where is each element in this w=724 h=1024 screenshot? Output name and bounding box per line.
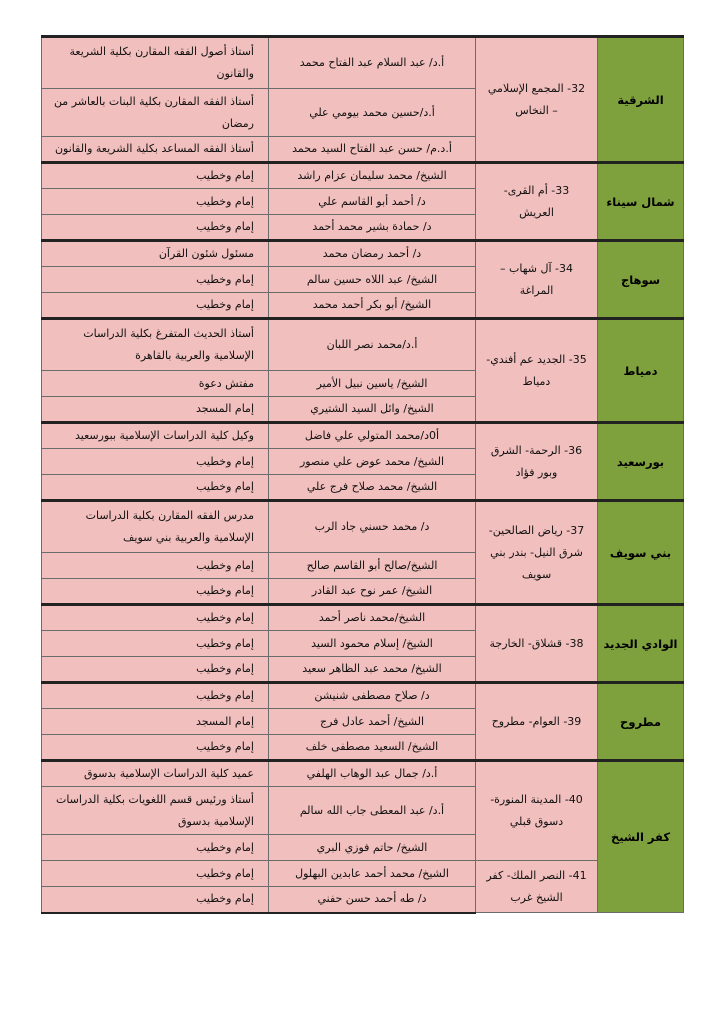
preacher-name-cell: أ.د/ جمال عبد الوهاب الهلفي xyxy=(269,761,476,787)
preacher-role-cell: إمام وخطيب xyxy=(42,683,269,709)
preacher-role-cell: إمام وخطيب xyxy=(42,475,269,501)
mosque-cell: 39- العوام- مطروح xyxy=(476,683,598,761)
preacher-role-cell: إمام وخطيب xyxy=(42,579,269,605)
preacher-name-cell: د/ طه أحمد حسن حفني xyxy=(269,887,476,913)
governorate-cell: سوهاج xyxy=(598,241,684,319)
preacher-role-cell: أستاذ الفقه المقارن بكلية البنات بالعاشر من رمضان xyxy=(42,89,269,137)
preacher-role-cell: أستاذ الفقه المساعد بكلية الشريعة والقانون xyxy=(42,137,269,163)
mosque-cell: 32- المجمع الإسلامي – النخاس xyxy=(476,37,598,163)
table-row xyxy=(42,605,684,631)
preacher-name-cell: الشيخ/ إسلام محمود السيد xyxy=(269,631,476,657)
mosque-cell: 33- أم القرى- العريش xyxy=(476,163,598,241)
preacher-role-cell: إمام وخطيب xyxy=(42,735,269,761)
preacher-role-cell: إمام وخطيب xyxy=(42,657,269,683)
preacher-name-cell: د/ أحمد أبو القاسم علي xyxy=(269,189,476,215)
mosque-cell: 34- آل شهاب – المراغة xyxy=(476,241,598,319)
preacher-name-cell: أ.د/محمد نصر اللبان xyxy=(269,319,476,371)
preacher-role-cell: إمام وخطيب xyxy=(42,267,269,293)
preacher-role-cell: إمام وخطيب xyxy=(42,887,269,913)
preacher-name-cell: الشيخ/ محمد أحمد عابدين البهلول xyxy=(269,861,476,887)
table-row xyxy=(42,319,684,371)
preacher-role-cell: أستاذ ورئيس قسم اللغويات بكلية الدراسات الإسلامية بدسوق xyxy=(42,787,269,835)
preacher-name-cell: الشيخ/ أبو بكر أحمد محمد xyxy=(269,293,476,319)
mosque-cell: 41- النصر الملك- كفر الشيخ غرب xyxy=(476,861,598,913)
table-row xyxy=(42,241,684,267)
governorate-cell: مطروح xyxy=(598,683,684,761)
preacher-name-cell: أ.د/ عبد المعطى جاب الله سالم xyxy=(269,787,476,835)
preacher-name-cell: الشيخ/ أحمد عادل فرج xyxy=(269,709,476,735)
mosque-cell: 37- رياض الصالحين- شرق النيل- بندر بني سويف xyxy=(476,501,598,605)
mosque-cell: 40- المدينة المنورة- دسوق قبلي xyxy=(476,761,598,861)
preacher-role-cell: إمام وخطيب xyxy=(42,189,269,215)
preacher-name-cell: أ.د.م/ حسن عبد الفتاح السيد محمد xyxy=(269,137,476,163)
governorate-cell: شمال سيناء xyxy=(598,163,684,241)
preacher-name-cell: أ0د/محمد المتولي علي فاضل xyxy=(269,423,476,449)
preacher-role-cell: إمام وخطيب xyxy=(42,605,269,631)
preacher-role-cell: إمام وخطيب xyxy=(42,553,269,579)
governorate-cell: الشرقية xyxy=(598,37,684,163)
preacher-role-cell: إمام المسجد xyxy=(42,709,269,735)
preacher-role-cell: وكيل كلية الدراسات الإسلامية ببورسعيد xyxy=(42,423,269,449)
preacher-role-cell: إمام المسجد xyxy=(42,397,269,423)
preacher-name-cell: د/ محمد حسني جاد الرب xyxy=(269,501,476,553)
mosque-cell: 36- الرحمة- الشرق وبور فؤاد xyxy=(476,423,598,501)
preacher-name-cell: الشيخ/ عمر نوح عبد القادر xyxy=(269,579,476,605)
preacher-role-cell: إمام وخطيب xyxy=(42,163,269,189)
preacher-role-cell: إمام وخطيب xyxy=(42,293,269,319)
preacher-name-cell: الشيخ/ السعيد مصطفى خلف xyxy=(269,735,476,761)
governorate-cell: بني سويف xyxy=(598,501,684,605)
preacher-role-cell: أستاذ أصول الفقه المقارن بكلية الشريعة والقانون xyxy=(42,37,269,89)
imams-assignment-table xyxy=(41,35,684,914)
governorate-cell: كفر الشيخ xyxy=(598,761,684,913)
table-row xyxy=(42,761,684,787)
preacher-name-cell: الشيخ/ محمد صلاح فرج علي xyxy=(269,475,476,501)
preacher-role-cell: إمام وخطيب xyxy=(42,449,269,475)
preacher-role-cell: إمام وخطيب xyxy=(42,835,269,861)
mosque-cell: 35- الجديد عم أفندي- دمياط xyxy=(476,319,598,423)
preacher-name-cell: أ.د/ عبد السلام عبد الفتاح محمد xyxy=(269,37,476,89)
preacher-role-cell: مفتش دعوة xyxy=(42,371,269,397)
table-row xyxy=(42,501,684,553)
table-row xyxy=(42,861,684,887)
mosque-cell: 38- قشلاق- الخارجة xyxy=(476,605,598,683)
preacher-role-cell: إمام وخطيب xyxy=(42,215,269,241)
preacher-role-cell: مدرس الفقه المقارن بكلية الدراسات الإسلامية والعربية بني سويف xyxy=(42,501,269,553)
table-row xyxy=(42,37,684,89)
preacher-role-cell: مسئول شئون القرآن xyxy=(42,241,269,267)
preacher-role-cell: إمام وخطيب xyxy=(42,861,269,887)
preacher-role-cell: عميد كلية الدراسات الإسلامية بدسوق xyxy=(42,761,269,787)
preacher-name-cell: الشيخ/ حاتم فوزي البري xyxy=(269,835,476,861)
preacher-name-cell: الشيخ/ وائل السيد الشتيري xyxy=(269,397,476,423)
preacher-name-cell: د/ صلاح مصطفى شنيشن xyxy=(269,683,476,709)
table-row xyxy=(42,163,684,189)
governorate-cell: الوادي الجديد xyxy=(598,605,684,683)
table-row xyxy=(42,683,684,709)
governorate-cell: بورسعيد xyxy=(598,423,684,501)
governorate-cell: دمياط xyxy=(598,319,684,423)
preacher-name-cell: د/ أحمد رمضان محمد xyxy=(269,241,476,267)
preacher-name-cell: الشيخ/ محمد عبد الظاهر سعيد xyxy=(269,657,476,683)
preacher-role-cell: إمام وخطيب xyxy=(42,631,269,657)
table-body xyxy=(42,37,684,913)
preacher-name-cell: د/ حمادة بشير محمد أحمد xyxy=(269,215,476,241)
preacher-name-cell: الشيخ/ عبد اللاه حسين سالم xyxy=(269,267,476,293)
preacher-name-cell: الشيخ/صالح أبو القاسم صالح xyxy=(269,553,476,579)
preacher-name-cell: الشيخ/محمد ناصر أحمد xyxy=(269,605,476,631)
preacher-name-cell: أ.د/حسين محمد بيومي علي xyxy=(269,89,476,137)
preacher-role-cell: أستاذ الحديث المتفرغ بكلية الدراسات الإسلامية والعربية بالقاهرة xyxy=(42,319,269,371)
preacher-name-cell: الشيخ/ ياسين نبيل الأمير xyxy=(269,371,476,397)
table-row xyxy=(42,423,684,449)
preacher-name-cell: الشيخ/ محمد عوض علي منصور xyxy=(269,449,476,475)
preacher-name-cell: الشيخ/ محمد سليمان عزام راشد xyxy=(269,163,476,189)
